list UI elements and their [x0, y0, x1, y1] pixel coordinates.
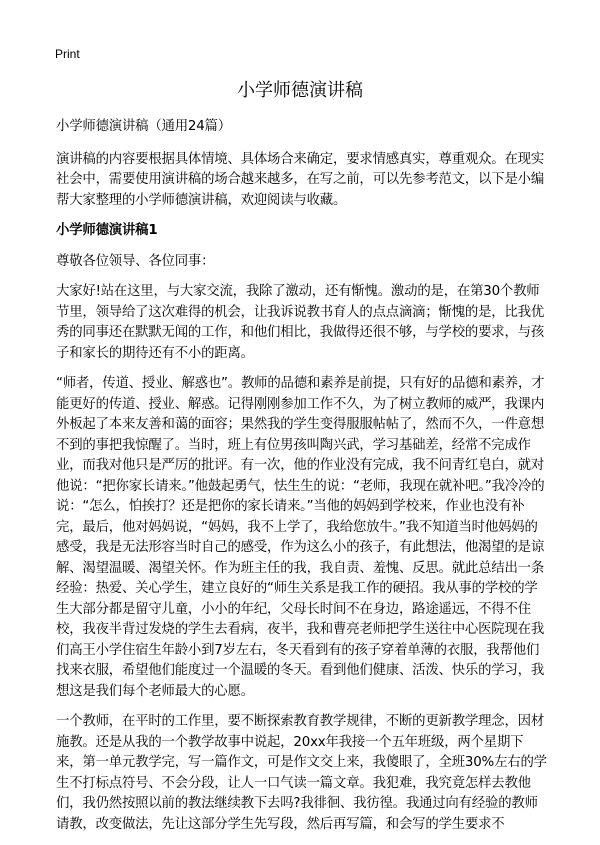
body-paragraph-3: 一个教师，在平时的工作里，要不断探索教育教学规律，不断的更新教学理念，因材施教。还是从我的一个教学故事中说起，20xx年我接一个五年班级，两个星期下来，第一单元教学完，写一篇作文，可是作文交上来，我傻眼了，全班30%左右的学生不打标点符号、不会分段，让人一口气读一篇文章。我犯难，我究竟怎样去教他们，我仍然按照以前的教法继续教下去吗?我徘徊、我彷徨。我通过向有经验的教师请教，改变做法，先让这部分学生先写段，然后再写篇，和会写的学生要求不: [56, 714, 547, 832]
intro-paragraph: 演讲稿的内容要根据具体情境、具体场合来确定，要求情感真实，尊重观众。在现实社会中，需要使用演讲稿的场合越来越多，在写之前，可以先参考范文，以下是小编帮大家整理的小学师德演讲稿，欢迎阅读与收藏。: [56, 151, 545, 208]
body-paragraph-2: “师者，传道、授业、解惑也”。教师的品德和素养是前提，只有好的品德和素养，才能更好的传道、授业、解惑。记得刚刚参加工作不久，为了树立教师的威严，我课内外板起了本来友善和蔼的面容；果然我的学生变得服服帖帖了，然而不久，一件意想不到的事把我惊醒了。当时，班上有位男孩叫陶兴武，学习基础差，经常不完成作业，而我对他只是严厉的批评。有一次，他的作业没有完成，我不问青红皂白，就对他说：“把你家长请来。”他鼓起勇气，怯生生的说：“老师，我现在就补吧。”我冷冷的说：“怎么，怕挨打？还是把你的家长请来。”当他的妈妈到学校来，作业也没有补完，最后，他对妈妈说，“妈妈，我不上学了，我给您放牛。”我不知道当时他妈妈的感受，我是无法形容当时自己的感受，作为这么小的孩子，有此想法，他渴望的是谅解、渴望温暖、渴望关怀。作为班主任的我，我自责、羞愧、反思。就此总结出一条经验：热爱、关心学生，建立良好的“师生关系是我工作的硬招。我从事的学校的学生大部分都是留守儿童，小小的年纪，父母长时间不在身边，路途遥远，不得不住校，我夜半背过发烧的学生去看病，夜半，我和曹亮老师把学生送往中心医院现在我们高王小学住宿生年龄小到7岁左右，冬天看到有的孩子穿着单薄的衣服，我帮他们找来衣服，希望他们能度过一个温暖的冬天。看到他们健康、活泼、快乐的学习，我想这是我们每个老师最大的心愿。: [56, 376, 545, 699]
document-subtitle: 小学师德演讲稿（通用24篇）: [56, 119, 231, 134]
page-title: 小学师德演讲稿: [237, 80, 363, 101]
body-paragraph-1: 大家好!站在这里，与大家交流，我除了激动，还有惭愧。激动的是，在第30个教师节里，领导给了这次难得的机会，让我诉说教书育人的点点滴滴；惭愧的是，比我优秀的同事还在默默无闻的工作，和他们相比，我做得还很不够，与学校的要求，与孩子和家长的期待还有不小的距离。: [56, 284, 545, 361]
document-body: [56, 117, 548, 845]
print-link[interactable]: Print: [55, 47, 80, 61]
section-heading: 小学师德演讲稿1: [56, 223, 158, 238]
greeting: 尊敬各位领导、各位同事：: [56, 253, 215, 269]
